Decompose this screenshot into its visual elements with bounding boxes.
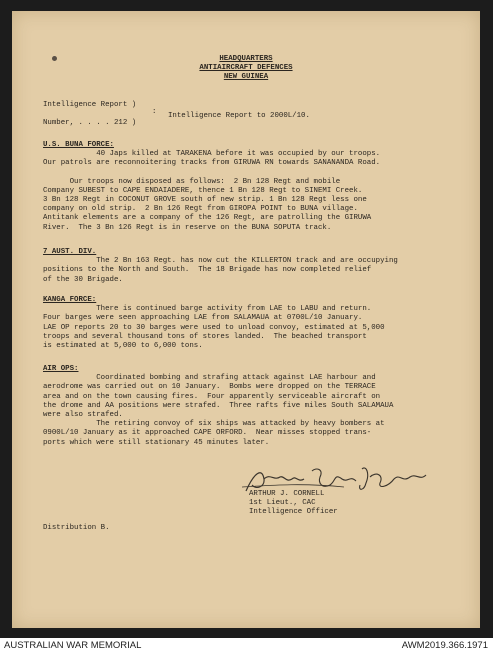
signatory-role: Intelligence Officer — [249, 508, 338, 517]
report-number: Number, . . . . 212 ) — [43, 119, 137, 128]
signatory-name: ARTHUR J. CORNELL — [249, 490, 325, 498]
section-heading: U.S. BUNA FORCE: — [43, 141, 114, 149]
section-paragraph: There is continued barge activity from LAE to LABU and return. Four barges were seen approaching LAE from SALAMAUA at 0700L/10 January. LAE OP reports 20 to 30 barges were used to unload convoy, estimated at 5,000 troops and several thousand tons of stores landed. The beached transport is estimated at 5,000 to 6,000 tons. — [43, 305, 385, 351]
section-kanga-force — [43, 296, 453, 351]
section-heading: KANGA FORCE: — [43, 296, 97, 304]
report-reference — [43, 101, 136, 137]
reference-colon: : — [152, 108, 157, 116]
section-paragraph: Our troops now disposed as follows: 2 Bn 128 Regt and mobile Company SUBEST to CAPE ENDAIADERE, thence 1 Bn 128 Regt to SINEMI Creek. 3 Bn 128 Regt in COCONUT GROVE south of new strip. 1 Bn 128 Regt less one company on old strip. 2 Bn 126 Regt from GIROPA POINT to BUNA village. Antitank elements are a company of the 126 Regt, are patrolling the GIRUWA River. The 3 Bn 126 Regt is in reserve on the BUNA SOPUTA track. — [43, 177, 372, 232]
archive-footer — [0, 638, 493, 653]
signature-block — [249, 490, 338, 518]
letterhead — [12, 55, 480, 83]
section-heading: 7 AUST. DIV. — [43, 248, 97, 256]
section-paragraph: The 2 Bn 163 Regt. has now cut the KILLERTON track and are occupying positions to the North and South. The 18 Brigade has now completed relief of the 30 Brigade. — [43, 257, 398, 284]
document-page — [12, 11, 480, 628]
report-title: Intelligence Report to 2000L/10. — [168, 112, 310, 120]
footer-institution: AUSTRALIAN WAR MEMORIAL — [4, 640, 142, 651]
distribution-line: Distribution B. — [43, 524, 110, 532]
report-label: Intelligence Report ) — [43, 101, 137, 109]
section-air-ops — [43, 365, 453, 448]
section-paragraph: Coordinated bombing and strafing attack against LAE harbour and aerodrome was carried out on 10 January. Bombs were dropped on the TERRACE area and on the town causing fires. Four apparently serviceable aircraft on the drome and AA positions were strafed. Three rafts five miles South SALAMAUA were also strafed. — [43, 374, 394, 420]
section-paragraph: The retiring convoy of six ships was attacked by heavy bombers at 0900L/10 January as it approached CAPE ORFORD. Near misses stopped trans- ports which were still stationary 45 minutes later. — [43, 420, 385, 447]
section-us-buna-force — [43, 141, 453, 233]
letterhead-line-3: NEW GUINEA — [223, 73, 269, 82]
signatory-rank: 1st Lieut., CAC — [249, 499, 316, 508]
letterhead-line-2: ANTIAIRCRAFT DEFENCES — [199, 64, 293, 73]
letterhead-line-1: HEADQUARTERS — [219, 55, 273, 63]
section-paragraph: 40 Japs killed at TARAKENA before it was occupied by our troops. Our patrols are reconnoitering tracks from GIRUWA RN towards SANANANDA Road. — [43, 150, 381, 168]
footer-accession-number: AWM2019.366.1971 — [401, 640, 488, 651]
section-7-aust-div — [43, 248, 453, 285]
section-heading: AIR OPS: — [43, 365, 79, 373]
